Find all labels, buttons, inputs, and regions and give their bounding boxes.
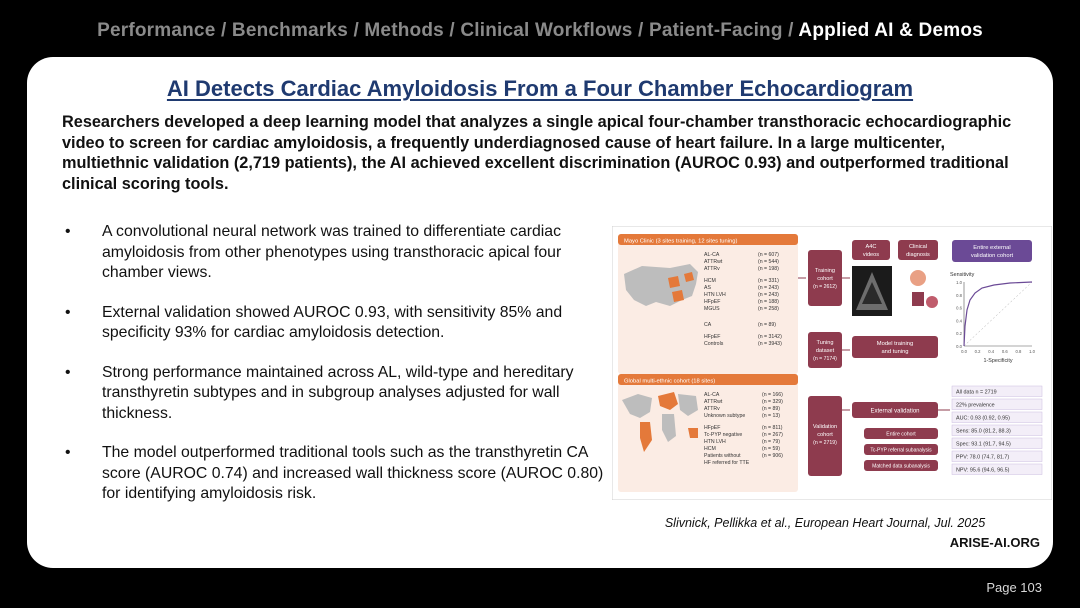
validation-row-label: HCM [704,446,716,452]
global-header: Global multi-ethnic cohort (18 sites) [624,378,716,385]
breadcrumb-item-current[interactable]: Applied AI & Demos [798,20,983,41]
validation-row-label: AL-CA [704,392,720,398]
bullet-dot: • [65,223,71,240]
model-training-label: and tuning [881,349,909,355]
entire-external-label: Entire external [973,245,1011,251]
a4c-label: A4C [865,244,877,250]
validation-row-n: (n = 811) [762,425,783,431]
training-row-n: (n = 89) [758,322,777,328]
validation-row-n: (n = 166) [762,392,783,398]
tuning-dataset-label: Tuning [816,340,834,346]
stat-text: All data n = 2719 [956,389,997,396]
validation-row-n: (n = 906) [762,453,783,459]
roc-ytick: 1.0 [956,280,962,285]
roc-ytick: 0.2 [956,331,962,337]
training-row-n: (n = 544) [758,259,779,265]
validation-row-label: ATTRv [704,406,720,412]
stat-text: Sens: 85.0 (81.2, 88.3) [956,428,1011,435]
microscope-icon [912,292,924,306]
validation-cohort-label: cohort [817,432,833,438]
training-cohort-n: (n = 2612) [813,284,837,290]
citation: Slivnick, Pellikka et al., European Heart Journal, Jul. 2025 [664,516,986,530]
breadcrumb-item-methods[interactable]: Methods [364,20,444,41]
roc-xlabel: 1-Specificity [983,358,1013,364]
validation-cohort-label: Validation [812,424,838,430]
breadcrumb-separator: / [215,20,232,41]
svg-text:Matched data subanalysis: Matched data subanalysis [872,463,930,470]
validation-row-n: (n = 329) [762,399,783,405]
breadcrumb-separator: / [782,20,799,41]
validation-row-label: HFpEF [704,425,721,431]
a4c-label: videos [862,252,880,258]
validation-row-label: Patients without [704,453,741,459]
breadcrumb-separator: / [632,20,649,41]
training-row-label: HFpEF [704,334,721,340]
breadcrumb-item-patient-facing[interactable]: Patient-Facing [648,20,783,41]
training-row-n: (n = 243) [758,292,779,298]
training-row-label: HTN LVH [704,292,726,298]
validation-row-label: ATTRwt [704,399,723,405]
breadcrumb-separator: / [443,20,461,41]
validation-row-label: Unknown subtype [704,413,746,419]
brand-link[interactable]: ARISE-AI.ORG [949,535,1040,550]
training-row-label: HCM [704,278,716,284]
breadcrumb-separator: / [347,20,365,41]
roc-xtick: 0.8 [1015,349,1022,354]
stats-list [952,386,1042,475]
validation-row-label: Tc-PYP negative [704,432,743,438]
roc-ytick: 0.6 [956,305,962,311]
bullet-item: • External validation showed AUROC 0.93, with sensitivity 85% and specificity 93% for cardiac amyloidosis detection. [65,303,563,341]
training-row-n: (n = 3142) [758,334,782,340]
roc-xtick: 0.2 [974,349,981,354]
entire-external-label: validation cohort [970,253,1014,259]
roc-xtick: 0.4 [988,349,995,354]
clinical-label: Clinical [908,244,928,250]
page-number: Page 103 [986,580,1042,595]
stat-text: PPV: 78.0 (74.7, 81.7) [956,454,1010,461]
breadcrumb-item-benchmarks[interactable]: Benchmarks [231,20,348,41]
roc-ytick: 0.8 [956,292,962,298]
validation-cohort-n: (n = 2719) [813,440,837,446]
bullet-dot: • [65,303,71,321]
bullet-list [62,222,610,524]
training-row-n: (n = 3943) [758,341,782,347]
roc-xtick: 0.0 [961,349,967,354]
training-cohort-label: cohort [817,276,833,282]
training-row-label: ATTRwt [704,259,723,265]
external-validation-label: External validation [870,408,920,415]
training-row-n: (n = 607) [758,252,779,258]
training-row-label: AL-CA [704,252,720,258]
bullet-item: • A convolutional neural network was trained to differentiate cardiac amyloidosis from other phenotypes using transthoracic apical four chamber views. [65,223,562,281]
roc-xtick: 0.6 [1001,349,1008,354]
training-row-label: ATTRv [704,266,720,272]
stat-text: 22% prevalence [956,402,995,409]
validation-row-n: (n = 79) [762,439,781,445]
mayo-header: Mayo Clinic (3 sites training, 12 sites tuning) [624,238,738,245]
model-training-label: Model training [876,341,914,347]
training-row-n: (n = 331) [758,278,779,284]
training-row-n: (n = 198) [758,266,779,272]
roc-ylabel: Sensitivity [950,272,975,278]
breadcrumb-item-performance[interactable]: Performance [97,20,216,41]
study-figure [612,226,1052,500]
svg-text:Tc-PYP referral subanalysis: Tc-PYP referral subanalysis [870,447,932,454]
training-cohort-label: Training [814,268,836,274]
slide-title: AI Detects Cardiac Amyloidosis From a Four Chamber Echocardiogram [166,76,914,101]
training-row-n: (n = 188) [758,299,779,305]
roc-ytick: 0.4 [956,318,962,324]
bullet-dot: • [65,363,71,381]
breadcrumb [0,20,1080,42]
cell-icon [926,296,938,308]
training-row-label: CA [704,322,712,328]
bullet-dot: • [65,444,71,461]
bullet-item: • Strong performance maintained across AL, wild-type and hereditary transthyretin subtypes and in subgroup analyses adjusted for wall thickness. [65,363,574,422]
bullet-item: • The model outperformed traditional tools such as the transthyretin CA score (AUROC 0.74) and increased wall thickness score (AUROC 0.80) for identifying amyloidosis risk. [65,444,604,502]
validation-row-n: (n = 59) [762,446,781,452]
stat-text: AUC: 0.93 (0.92, 0.95) [956,415,1010,422]
intro-paragraph: Researchers developed a deep learning model that analyzes a single apical four-chamber transthoracic echocardiographic video to screen for cardiac amyloidosis, a frequently underdiagnosed cause of heart failure. In a large multicenter, multiethnic validation (2,719 patients), the AI achieved excellent discrimination (AUROC 0.93) and outperformed traditional clinical scoring tools. [62,113,1012,193]
training-row-label: HFpEF [704,299,721,305]
training-row-label: MGUS [704,306,720,312]
training-row-label: Controls [704,341,724,347]
training-row-n: (n = 258) [758,306,779,312]
validation-row-n: (n = 89) [762,406,781,412]
tuning-dataset-label: dataset [815,348,835,354]
stat-text: Spec: 93.1 (91.7, 94.5) [956,441,1011,448]
stethoscope-icon [910,270,926,286]
breadcrumb-item-clinical-workflows[interactable]: Clinical Workflows [460,20,633,41]
training-row-n: (n = 243) [758,285,779,291]
stat-text: NPV: 95.6 (94.6, 96.5) [956,467,1010,474]
validation-row-label: HF referred for TTE [704,460,750,466]
roc-ytick: 0.0 [956,344,962,349]
validation-row-n: (n = 267) [762,432,783,438]
svg-text:Entire cohort: Entire cohort [886,431,916,438]
clinical-label: diagnosis [906,252,930,258]
tuning-dataset-n: (n = 7174) [813,356,837,362]
training-row-label: AS [704,285,711,291]
validation-row-label: HTN LVH [704,439,726,445]
roc-xtick: 1.0 [1029,349,1035,354]
validation-row-n: (n = 13) [762,413,781,419]
